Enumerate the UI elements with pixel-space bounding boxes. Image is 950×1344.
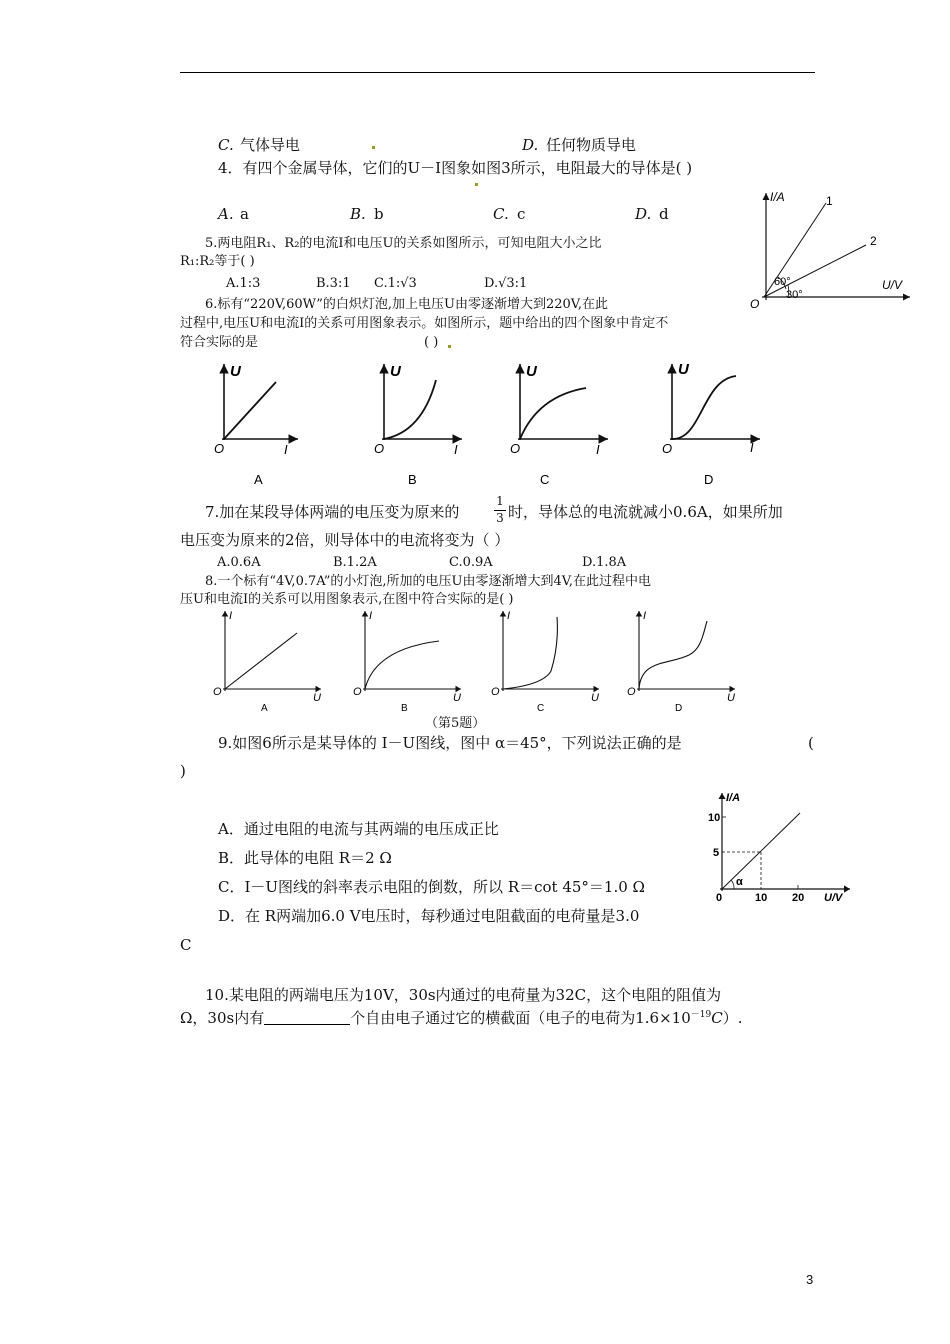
- q9-iu-graph: [700, 787, 860, 907]
- q6-line3: 符合实际的是: [180, 335, 259, 350]
- q5-option-d: D.√3:1: [484, 276, 528, 291]
- q4-option-d-text: d: [659, 205, 669, 223]
- q8-graph-a: [213, 610, 321, 714]
- origin-label: O: [750, 297, 760, 310]
- x-axis-label: I: [284, 442, 288, 457]
- q4-option-d-letter: D.: [635, 205, 652, 223]
- origin-label: O: [627, 686, 636, 698]
- y-axis-label: U: [230, 363, 241, 380]
- q3-option-d-text: 任何物质导电: [546, 136, 637, 154]
- origin-label: O: [213, 686, 222, 698]
- y-axis-label: I: [643, 610, 647, 622]
- q8-line1: 8.一个标有“4V,0.7A”的小灯泡,所加的电压U由零逐渐增大到4V,在此过程中电: [205, 574, 651, 589]
- q4-stem: 4．有四个金属导体，它们的U－I图象如图3所示，电阻最大的导体是( ): [218, 159, 693, 177]
- q7-line1-b: 时，导体总的电流就减小0.6A，如果所加: [508, 503, 783, 521]
- q10-unit: C: [711, 1009, 723, 1027]
- line-2-label: 2: [870, 234, 877, 248]
- header-rule: [180, 72, 815, 73]
- q9-option-b: B．此导体的电阻 R＝2 Ω: [218, 849, 392, 867]
- q4-option-b-text: b: [374, 205, 384, 223]
- q10-line1: 10.某电阻的两端电压为10V，30s内通过的电荷量为32C，这个电阻的阻值为: [205, 986, 722, 1004]
- origin-label: O: [214, 441, 225, 456]
- q4-option-b-letter: B.: [350, 205, 366, 223]
- stray-mark: [372, 146, 375, 149]
- x-axis-label: U/V: [882, 278, 903, 292]
- q6-graph-c: [510, 363, 608, 487]
- q6-ui-graphs: [210, 360, 770, 490]
- q8-graph-d: [627, 610, 735, 714]
- stray-mark: [448, 345, 451, 348]
- x-axis-label: I: [454, 442, 458, 457]
- tick-label-y10: 10: [708, 812, 721, 824]
- graph-label: A: [254, 472, 263, 487]
- q8-graph-b: [353, 610, 461, 714]
- y-axis-label: I/A: [726, 792, 741, 804]
- tick-label-x10: 10: [755, 892, 768, 904]
- origin-label: O: [374, 441, 385, 456]
- q10-line2-d: ）.: [722, 1009, 743, 1027]
- q10-exponent: －19: [690, 1010, 712, 1020]
- y-axis-label: U: [526, 363, 537, 380]
- y-axis-label: I: [229, 610, 233, 622]
- y-axis-label: U: [678, 361, 689, 378]
- graph-label: B: [408, 472, 417, 487]
- graph-label: A: [261, 703, 268, 714]
- q9-paren-right: ): [180, 762, 186, 780]
- q9-option-a: A．通过电阻的电流与其两端的电压成正比: [218, 820, 499, 838]
- q3-option-d-letter: D.: [522, 136, 539, 154]
- q7-fraction-numerator: 1: [496, 494, 504, 508]
- q7-option-b: B.1.2A: [333, 555, 377, 570]
- x-axis-label: U: [727, 692, 735, 704]
- q6-line1: 6.标有“220V,60W”的白炽灯泡,加上电压U由零逐渐增大到220V,在此: [205, 297, 609, 312]
- q10-line2: [180, 1005, 742, 1028]
- y-axis-label: U: [390, 363, 401, 380]
- origin-label: 0: [716, 892, 723, 904]
- origin-label: O: [510, 441, 521, 456]
- q7-line2: 电压变为原来的2倍，则导体中的电流将变为（ ）: [180, 531, 510, 549]
- q10-line2-a: Ω，30s内有: [180, 1009, 265, 1027]
- q7-option-c: C.0.9A: [449, 555, 493, 570]
- q7-option-a: A.0.6A: [217, 555, 261, 570]
- origin-label: O: [353, 686, 362, 698]
- y-axis-label: I/A: [770, 190, 785, 204]
- q5-iu-graph: [748, 185, 918, 310]
- q6-answer-paren: ( ): [424, 335, 439, 350]
- q8-figure-caption: （第5题）: [425, 716, 486, 731]
- graph-label: D: [675, 703, 683, 714]
- y-axis-label: I: [369, 610, 373, 622]
- line-2: [764, 245, 866, 297]
- tick-label-x20: 20: [792, 892, 805, 904]
- x-axis-label: U: [313, 692, 321, 704]
- q8-line2: 压U和电流I的关系可以用图象表示,在图中符合实际的是( ): [180, 592, 514, 607]
- graph-label: D: [704, 472, 714, 487]
- q5-option-b: B.3:1: [316, 276, 351, 291]
- q6-line2: 过程中,电压U和电流I的关系可用图象表示。如图所示，题中给出的四个图象中肯定不: [180, 316, 669, 331]
- q4-option-a-text: a: [240, 205, 249, 223]
- q10-line2-b: 个自由电子通过它的横截面（电子的电荷为1.6×10: [350, 1009, 691, 1027]
- graph-label: C: [537, 703, 545, 714]
- q7-fraction-denominator: 3: [496, 511, 504, 525]
- q6-graph-a: [214, 363, 298, 487]
- origin-label: O: [491, 686, 500, 698]
- x-axis-label: I: [596, 442, 600, 457]
- q5-option-c: C.1:√3: [374, 276, 417, 291]
- q3-option-c-letter: C.: [218, 136, 234, 154]
- tick-label-y5: 5: [713, 847, 720, 859]
- q7-option-d: D.1.8A: [582, 555, 627, 570]
- q9-option-d: D．在 R两端加6.0 V电压时，每秒通过电阻截面的电荷量是3.0: [218, 907, 640, 925]
- angle-60-label: 60°: [774, 276, 791, 288]
- q4-option-c-letter: C.: [493, 205, 509, 223]
- q4-option-a-letter: A.: [218, 205, 234, 223]
- q5-option-a: A.1:3: [226, 276, 261, 291]
- q9-paren-left: (: [808, 734, 814, 752]
- q7-line1-a: 7.加在某段导体两端的电压变为原来的: [205, 503, 460, 521]
- q8-graph-c: [491, 610, 599, 714]
- q9-option-c: C．I－U图线的斜率表示电阻的倒数，所以 R＝cot 45°＝1.0 Ω: [218, 878, 645, 896]
- x-axis-label: U/V: [824, 892, 843, 904]
- x-axis-label: U: [591, 692, 599, 704]
- q3-option-c-text: 气体导电: [240, 136, 301, 154]
- x-axis-label: I: [750, 440, 754, 455]
- angle-30-label: 30°: [786, 289, 803, 301]
- stray-mark: [475, 183, 478, 186]
- q5-line1: 5.两电阻R₁、R₂的电流I和电压U的关系如图所示，可知电阻大小之比: [205, 236, 602, 251]
- q9-option-d-continued: C: [180, 936, 192, 954]
- q9-stem: 9.如图6所示是某导体的 I－U图线，图中 α＝45°，下列说法正确的是: [218, 734, 682, 752]
- graph-label: C: [540, 472, 550, 487]
- q6-graph-b: [374, 363, 462, 487]
- x-axis-label: U: [453, 692, 461, 704]
- q10-answer-blank[interactable]: [264, 1010, 350, 1025]
- y-axis-label: I: [507, 610, 511, 622]
- q4-option-c-text: c: [517, 205, 526, 223]
- origin-label: O: [662, 441, 673, 456]
- graph-label: B: [401, 703, 408, 714]
- page-number: 3: [806, 1272, 814, 1287]
- q8-iu-graphs: [205, 605, 745, 715]
- q5-line2: R₁:R₂等于( ): [180, 254, 255, 269]
- line-1-label: 1: [826, 194, 833, 208]
- q6-graph-d: [662, 361, 760, 487]
- alpha-label: α: [736, 876, 743, 888]
